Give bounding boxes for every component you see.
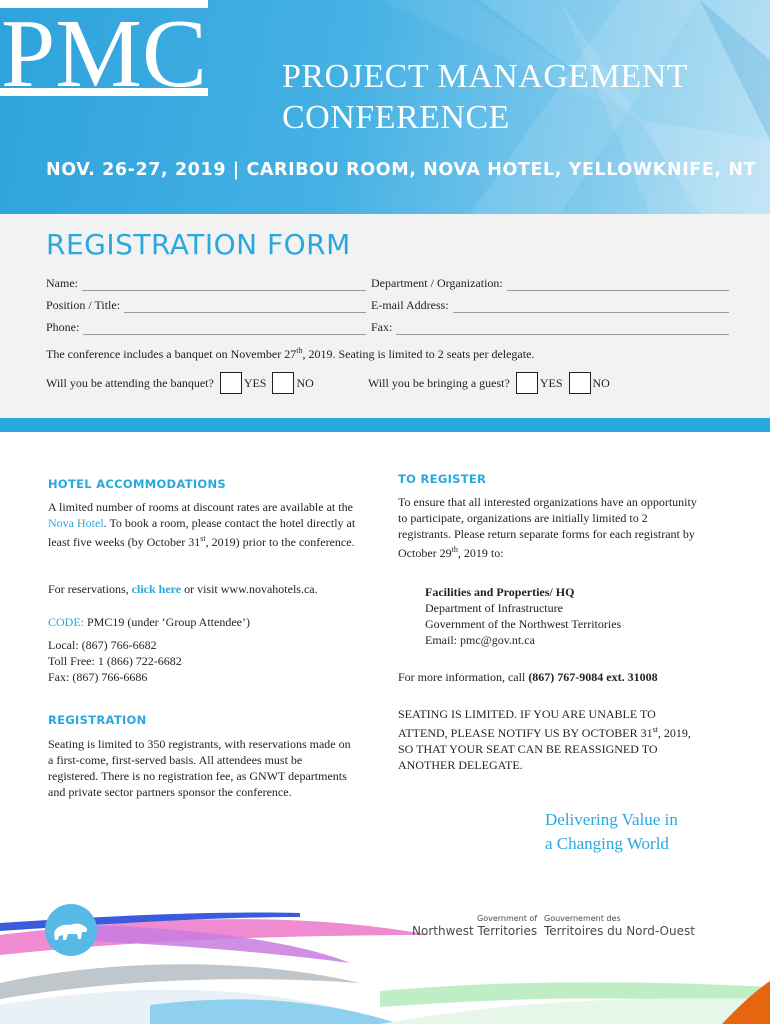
guest-yes-checkbox[interactable] <box>516 372 538 394</box>
address-line-3: Government of the Northwest Territories <box>425 617 622 631</box>
more-info-phone: (867) 767-9084 ext. 31008 <box>528 670 658 684</box>
gov-fr-name: Territoires du Nord-Ouest <box>544 924 695 938</box>
gov-en-small: Government of <box>477 914 538 923</box>
name-label: Name: <box>46 276 78 290</box>
hotel-tollfree-phone: Toll Free: 1 (866) 722-6682 <box>48 654 182 668</box>
address-email: Email: pmc@gov.nt.ca <box>425 633 535 647</box>
name-input-line[interactable] <box>82 280 366 291</box>
guest-no-checkbox[interactable] <box>569 372 591 394</box>
more-info-text: For more information, call <box>398 670 529 684</box>
seating-notice-text-end: , 2019, SO THAT YOUR SEAT CAN BE REASSIGNED TO ANOTHER DELEGATE. <box>398 726 691 772</box>
conference-title <box>282 56 688 138</box>
to-register-text: To ensure that all interested organizations have an opportunity to participate, organizations are initially limited to 2 registrants. Please return separate forms for each registrant by October 29 <box>398 495 697 560</box>
more-info-line <box>398 669 728 685</box>
position-input-line[interactable] <box>124 302 366 313</box>
to-register-sup: th <box>451 545 458 554</box>
banquet-yes-checkbox[interactable] <box>220 372 242 394</box>
hotel-paragraph <box>48 499 373 550</box>
form-title: REGISTRATION FORM <box>46 228 351 261</box>
banquet-no-label: NO <box>296 375 314 390</box>
gnwt-wordmark-english <box>412 914 537 938</box>
phone-label: Phone: <box>46 320 80 334</box>
tagline-line1: Delivering Value in <box>545 810 678 829</box>
reservations-text-end: or visit www.novahotels.ca. <box>181 582 318 596</box>
banquet-note-sup: th <box>296 346 303 355</box>
reservations-line <box>48 581 378 597</box>
gov-fr-small: Gouvernement des <box>544 914 621 923</box>
banquet-yes-label: YES <box>243 375 267 390</box>
code-label: CODE: <box>48 615 84 629</box>
department-field[interactable] <box>371 276 729 291</box>
guest-yes-label: YES <box>539 375 563 390</box>
tagline-line2: a Changing World <box>545 834 669 853</box>
guest-question-label: Will you be bringing a guest? <box>368 375 510 390</box>
hotel-local-phone: Local: (867) 766-6682 <box>48 638 157 652</box>
banquet-note <box>46 346 534 362</box>
position-label: Position / Title: <box>46 298 121 312</box>
tagline <box>545 808 678 856</box>
email-field[interactable] <box>371 298 729 313</box>
hotel-fax: Fax: (867) 766-6686 <box>48 670 148 684</box>
hotel-heading: HOTEL ACCOMMODATIONS <box>48 477 227 491</box>
gnwt-wordmark-french <box>544 914 695 938</box>
email-label: E-mail Address: <box>371 298 449 312</box>
banquet-question <box>46 372 314 394</box>
department-label: Department / Organization: <box>371 276 503 290</box>
banquet-note-text: The conference includes a banquet on November 27 <box>46 347 297 361</box>
address-line-2: Department of Infrastructure <box>425 601 563 615</box>
logo-text: PMC <box>1 0 207 96</box>
conference-title-line1: PROJECT MANAGEMENT <box>282 58 689 95</box>
phone-field[interactable] <box>46 320 366 335</box>
address-line-1: Facilities and Properties/ HQ <box>425 585 575 599</box>
gov-en-name: Northwest Territories <box>412 924 538 938</box>
seating-notice-text: SEATING IS LIMITED. IF YOU ARE UNABLE TO ATTEND, PLEASE NOTIFY US BY OCTOBER 31 <box>398 707 656 740</box>
code-value: PMC19 (under ‘Group Attendee’) <box>84 615 250 629</box>
mailing-address <box>425 584 705 648</box>
banquet-no-checkbox[interactable] <box>272 372 294 394</box>
to-register-text-end: , 2019 to: <box>457 546 504 560</box>
hotel-text: A limited number of rooms at discount rates are available at the <box>48 500 353 514</box>
code-line <box>48 614 378 630</box>
to-register-heading: TO REGISTER <box>398 472 487 486</box>
registration-heading: REGISTRATION <box>48 713 147 727</box>
conference-title-line2: CONFERENCE <box>282 99 510 136</box>
email-input-line[interactable] <box>453 302 729 313</box>
to-register-paragraph <box>398 494 703 561</box>
header-banner <box>0 0 770 214</box>
registration-paragraph: Seating is limited to 350 registrants, with reservations made on a first-come, first-served basis. All attendees must be registered. There is no registration fee, as GNWT departments and private sector partners sponsor the conference. <box>48 737 351 799</box>
polar-bear-emblem-icon <box>44 903 98 957</box>
seating-notice-sup: st <box>652 725 658 734</box>
fax-field[interactable] <box>371 320 729 335</box>
nova-hotel-link[interactable]: Nova Hotel <box>48 516 104 530</box>
click-here-link[interactable]: click here <box>131 582 182 596</box>
fax-label: Fax: <box>371 320 393 334</box>
guest-question <box>368 372 610 394</box>
hotel-text-2: . To book a room, please contact the hotel directly at least five weeks (by October 31 <box>48 516 356 549</box>
position-field[interactable] <box>46 298 366 313</box>
seating-notice <box>398 706 703 773</box>
banquet-note-text-end: , 2019. Seating is limited to 2 seats per delegate. <box>302 347 535 361</box>
hotel-sup: st <box>200 534 206 543</box>
pmc-logo <box>0 0 208 96</box>
conference-dateline: NOV. 26-27, 2019 | CARIBOU ROOM, NOVA HOTEL, YELLOWKNIFE, NT <box>46 160 757 180</box>
hotel-text-3: , 2019) prior to the conference. <box>205 535 355 549</box>
fax-input-line[interactable] <box>396 324 729 335</box>
hotel-contacts <box>48 637 378 685</box>
guest-no-label: NO <box>592 375 610 390</box>
divider-bar <box>0 418 770 432</box>
reservations-text: For reservations, <box>48 582 132 596</box>
banquet-question-label: Will you be attending the banquet? <box>46 375 214 390</box>
department-input-line[interactable] <box>507 280 729 291</box>
name-field[interactable] <box>46 276 366 291</box>
phone-input-line[interactable] <box>83 324 366 335</box>
